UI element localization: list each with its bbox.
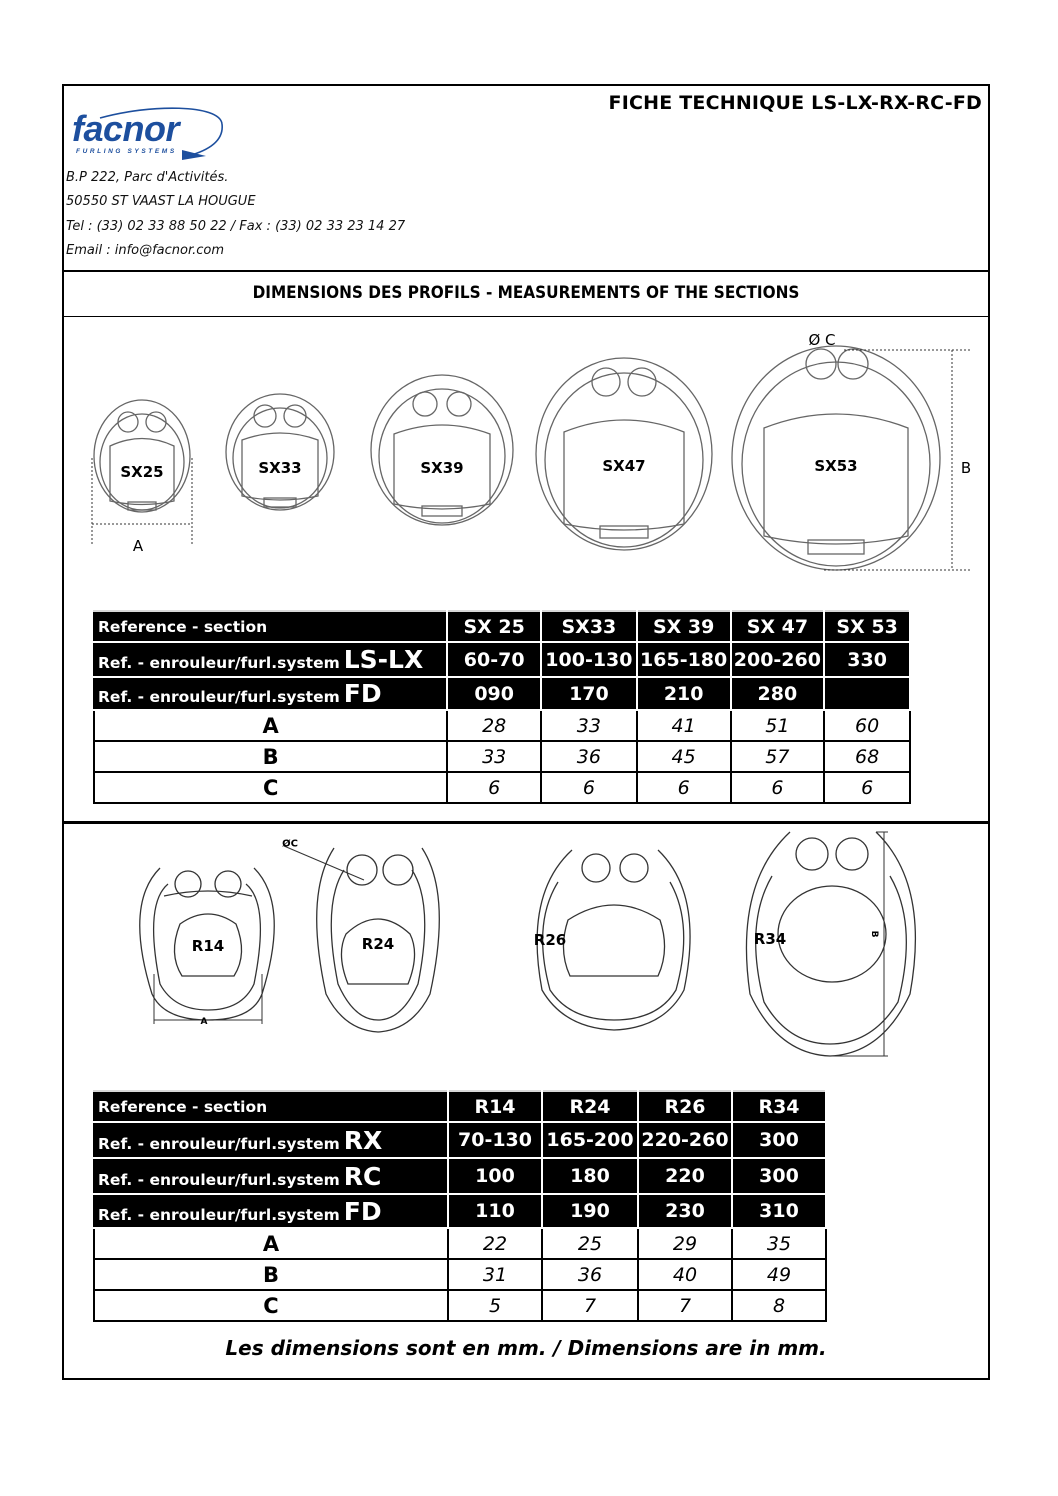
row-label: Ref. - enrouleur/furl.system FD xyxy=(94,677,447,710)
logo-tagline: FURLING SYSTEMS xyxy=(76,148,177,155)
sx-section xyxy=(64,316,988,824)
table-cell: R34 xyxy=(732,1091,826,1122)
table-row xyxy=(94,1091,826,1122)
dimension-b-label: B xyxy=(869,930,879,938)
table-cell: 45 xyxy=(637,741,731,772)
table-cell: 330 xyxy=(824,642,910,677)
table-cell: 165-200 xyxy=(542,1122,638,1158)
table-cell xyxy=(824,677,910,710)
table-cell: SX33 xyxy=(541,611,637,642)
table-cell: 100-130 xyxy=(541,642,637,677)
table-cell: 28 xyxy=(447,710,541,741)
dimension-c-label: Ø C xyxy=(808,331,836,349)
table-cell: 33 xyxy=(447,741,541,772)
table-cell: 6 xyxy=(637,772,731,803)
row-label: Ref. - enrouleur/furl.system RC xyxy=(94,1158,448,1194)
r-section xyxy=(64,824,988,1380)
row-label: A xyxy=(94,710,447,741)
profile-label-sx39: SX39 xyxy=(420,459,464,477)
table-cell: 280 xyxy=(731,677,825,710)
table-cell: 22 xyxy=(448,1228,542,1259)
table-row xyxy=(94,1290,826,1321)
table-cell: 29 xyxy=(638,1228,732,1259)
dimension-a-label: A xyxy=(132,537,144,555)
row-label: B xyxy=(94,741,447,772)
table-cell: 8 xyxy=(732,1290,826,1321)
section-title: DIMENSIONS DES PROFILS - MEASUREMENTS OF THE SECTIONS xyxy=(64,270,988,317)
table-cell: 60 xyxy=(824,710,910,741)
table-row xyxy=(94,1122,826,1158)
row-label: Ref. - enrouleur/furl.system LS-LX xyxy=(94,642,447,677)
table-cell: 200-260 xyxy=(731,642,825,677)
table-cell: 31 xyxy=(448,1259,542,1290)
row-label: A xyxy=(94,1228,448,1259)
table-cell: 51 xyxy=(731,710,825,741)
table-cell: SX 53 xyxy=(824,611,910,642)
table-row xyxy=(94,1259,826,1290)
r-spec-table xyxy=(93,1090,827,1322)
table-cell: 6 xyxy=(447,772,541,803)
table-cell: 68 xyxy=(824,741,910,772)
header xyxy=(64,86,988,272)
table-cell: 6 xyxy=(731,772,825,803)
page-frame xyxy=(62,84,990,1380)
table-cell: 60-70 xyxy=(447,642,541,677)
table-cell: R24 xyxy=(542,1091,638,1122)
table-cell: 165-180 xyxy=(637,642,731,677)
sx-profiles-diagram xyxy=(64,316,990,586)
profile-label-sx47: SX47 xyxy=(602,457,646,475)
table-cell: 25 xyxy=(542,1228,638,1259)
table-row xyxy=(94,710,910,741)
row-label: B xyxy=(94,1259,448,1290)
table-cell: SX 25 xyxy=(447,611,541,642)
table-cell: 36 xyxy=(542,1259,638,1290)
table-cell: SX 47 xyxy=(731,611,825,642)
table-cell: 6 xyxy=(824,772,910,803)
dimension-a-label: A xyxy=(200,1017,208,1027)
table-cell: 36 xyxy=(541,741,637,772)
table-cell: 100 xyxy=(448,1158,542,1194)
table-cell: R26 xyxy=(638,1091,732,1122)
table-cell: R14 xyxy=(448,1091,542,1122)
row-label: Ref. - enrouleur/furl.system RX xyxy=(94,1122,448,1158)
profile-label-r34: R34 xyxy=(753,930,787,948)
facnor-logo xyxy=(70,106,230,162)
table-cell: 170 xyxy=(541,677,637,710)
table-cell: 300 xyxy=(732,1122,826,1158)
table-row xyxy=(94,772,910,803)
logo-wordmark: facnor xyxy=(72,108,180,149)
table-cell: 7 xyxy=(542,1290,638,1321)
table-row xyxy=(94,741,910,772)
table-cell: 220-260 xyxy=(638,1122,732,1158)
table-cell: 33 xyxy=(541,710,637,741)
sx-spec-table xyxy=(93,610,911,804)
table-cell: 180 xyxy=(542,1158,638,1194)
table-cell: 210 xyxy=(637,677,731,710)
profile-label-sx25: SX25 xyxy=(120,463,164,481)
table-cell: 41 xyxy=(637,710,731,741)
table-cell: 220 xyxy=(638,1158,732,1194)
table-row xyxy=(94,677,910,710)
company-address xyxy=(66,166,405,263)
table-cell: 7 xyxy=(638,1290,732,1321)
table-row xyxy=(94,1194,826,1228)
email-line: Email : info@facnor.com xyxy=(66,242,225,258)
document-title: FICHE TECHNIQUE LS-LX-RX-RC-FD xyxy=(608,92,982,114)
table-cell: 70-130 xyxy=(448,1122,542,1158)
address-line: B.P 222, Parc d'Activités. xyxy=(66,170,229,185)
sx25-profile-icon xyxy=(94,400,190,512)
dimension-c-label: ØC xyxy=(282,838,298,850)
table-cell: SX 39 xyxy=(637,611,731,642)
table-cell: 230 xyxy=(638,1194,732,1228)
row-label: Ref. - enrouleur/furl.system FD xyxy=(94,1194,448,1228)
profile-label-r14: R14 xyxy=(191,937,225,955)
table-row xyxy=(94,1228,826,1259)
profile-label-r24: R24 xyxy=(361,935,395,953)
dimension-b-label: B xyxy=(960,459,972,477)
profile-label-sx53: SX53 xyxy=(814,457,858,475)
phone-fax-line: Tel : (33) 02 33 88 50 22 / Fax : (33) 02 33 23 14 27 xyxy=(66,218,406,234)
table-cell: 6 xyxy=(541,772,637,803)
row-label: C xyxy=(94,1290,448,1321)
table-cell: 110 xyxy=(448,1194,542,1228)
table-cell: 5 xyxy=(448,1290,542,1321)
row-label: Reference - section xyxy=(94,1091,448,1122)
row-label: Reference - section xyxy=(94,611,447,642)
table-cell: 35 xyxy=(732,1228,826,1259)
table-row xyxy=(94,611,910,642)
profile-label-r26: R26 xyxy=(533,931,567,949)
table-cell: 310 xyxy=(732,1194,826,1228)
table-cell: 300 xyxy=(732,1158,826,1194)
table-row xyxy=(94,1158,826,1194)
table-cell: 40 xyxy=(638,1259,732,1290)
dimensions-unit-note: Les dimensions sont en mm. / Dimensions are in mm. xyxy=(225,1336,827,1360)
table-cell: 190 xyxy=(542,1194,638,1228)
row-label: C xyxy=(94,772,447,803)
address-line: 50550 ST VAAST LA HOUGUE xyxy=(66,194,256,210)
table-cell: 49 xyxy=(732,1259,826,1290)
profile-label-sx33: SX33 xyxy=(258,459,302,477)
table-cell: 57 xyxy=(731,741,825,772)
table-row xyxy=(94,642,910,677)
table-cell: 090 xyxy=(447,677,541,710)
